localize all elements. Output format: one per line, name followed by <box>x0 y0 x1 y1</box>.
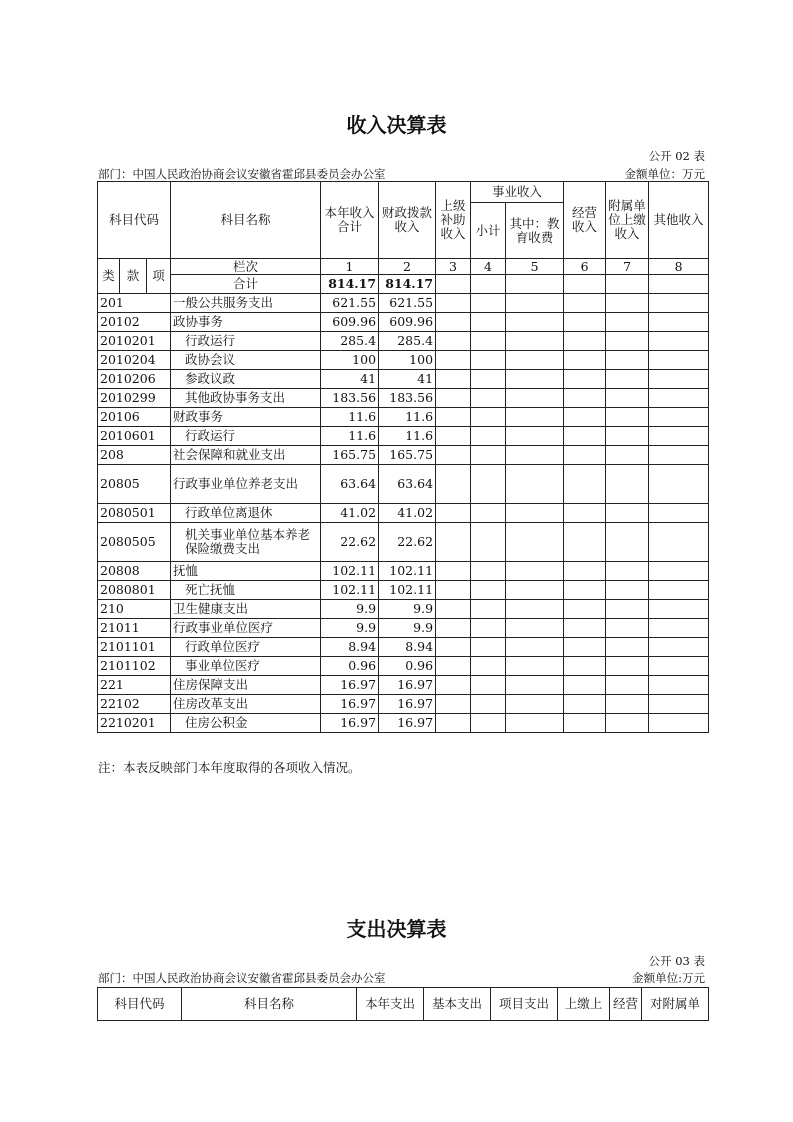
row-empty-cell <box>506 638 564 657</box>
row-subject-code: 2101102 <box>98 657 171 676</box>
row-total-income: 63.64 <box>321 465 379 504</box>
row-subject-code: 201 <box>98 294 171 313</box>
row-fiscal-income: 8.94 <box>379 638 436 657</box>
row-total-income: 22.62 <box>321 523 379 562</box>
header-education-fee: 其中：教育收费 <box>506 203 564 259</box>
row-empty-cell <box>471 714 506 733</box>
row-fiscal-income: 102.11 <box>379 562 436 581</box>
row-empty-cell <box>564 695 606 714</box>
row-empty-cell <box>506 389 564 408</box>
row-empty-cell <box>564 313 606 332</box>
header-fiscal-income: 财政拨款收入 <box>379 182 436 259</box>
row-subject-code: 2010601 <box>98 427 171 446</box>
row-total-income: 41.02 <box>321 504 379 523</box>
row-empty-cell <box>649 332 709 351</box>
row-empty-cell <box>606 600 649 619</box>
expense-header-project: 项目支出 <box>491 988 558 1021</box>
column-number: 1 <box>321 259 379 275</box>
row-empty-cell <box>506 427 564 446</box>
row-subject-code: 2010204 <box>98 351 171 370</box>
row-empty-cell <box>471 695 506 714</box>
row-subject-name: 行政事业单位养老支出 <box>171 465 321 504</box>
row-empty-cell <box>506 370 564 389</box>
row-fiscal-income: 41 <box>379 370 436 389</box>
row-fiscal-income: 11.6 <box>379 408 436 427</box>
table-row <box>98 676 709 695</box>
row-subject-name: 住房公积金 <box>171 714 321 733</box>
row-total-income: 165.75 <box>321 446 379 465</box>
row-empty-cell <box>436 600 471 619</box>
table-row <box>98 408 709 427</box>
row-total-income: 285.4 <box>321 332 379 351</box>
row-empty-cell <box>606 370 649 389</box>
row-subject-name: 政协事务 <box>171 313 321 332</box>
row-empty-cell <box>606 389 649 408</box>
row-subject-code: 208 <box>98 446 171 465</box>
header-column-index-label: 栏次 <box>171 259 321 275</box>
income-department: 部门：中国人民政治协商会议安徽省霍邱县委员会办公室 <box>98 167 386 181</box>
row-subject-name: 行政单位医疗 <box>171 638 321 657</box>
row-empty-cell <box>606 657 649 676</box>
table-row <box>98 446 709 465</box>
row-fiscal-income: 100 <box>379 351 436 370</box>
row-empty-cell <box>506 523 564 562</box>
table-row <box>98 389 709 408</box>
row-fiscal-income: 63.64 <box>379 465 436 504</box>
row-subject-code: 2210201 <box>98 714 171 733</box>
row-total-income: 102.11 <box>321 581 379 600</box>
row-empty-cell <box>606 313 649 332</box>
row-subject-code: 2080501 <box>98 504 171 523</box>
row-subject-name: 政协会议 <box>171 351 321 370</box>
row-empty-cell <box>436 562 471 581</box>
row-empty-cell <box>649 351 709 370</box>
row-empty-cell <box>506 313 564 332</box>
row-empty-cell <box>436 619 471 638</box>
expense-department: 部门：中国人民政治协商会议安徽省霍邱县委员会办公室 <box>98 971 386 985</box>
header-superior-subsidy: 上级补助收入 <box>436 182 471 259</box>
row-total-income: 11.6 <box>321 408 379 427</box>
row-fiscal-income: 16.97 <box>379 714 436 733</box>
row-empty-cell <box>649 562 709 581</box>
row-fiscal-income: 183.56 <box>379 389 436 408</box>
row-fiscal-income: 16.97 <box>379 695 436 714</box>
expense-header-business: 经营 <box>610 988 642 1021</box>
row-empty-cell <box>506 714 564 733</box>
row-empty-cell <box>436 504 471 523</box>
expense-header-superior: 上缴上 <box>558 988 610 1021</box>
row-subject-name: 住房改革支出 <box>171 695 321 714</box>
row-empty-cell <box>649 600 709 619</box>
total-row-fiscal-income: 814.17 <box>379 275 436 294</box>
row-empty-cell <box>649 389 709 408</box>
row-empty-cell <box>564 638 606 657</box>
expense-table-title: 支出决算表 <box>346 917 447 941</box>
row-empty-cell <box>606 332 649 351</box>
header-career-subtotal: 小计 <box>471 203 506 259</box>
row-empty-cell <box>606 427 649 446</box>
table-row <box>98 600 709 619</box>
row-subject-code: 20106 <box>98 408 171 427</box>
row-total-income: 183.56 <box>321 389 379 408</box>
row-empty-cell <box>506 562 564 581</box>
row-empty-cell <box>471 389 506 408</box>
header-subject-name: 科目名称 <box>171 182 321 259</box>
row-empty-cell <box>606 562 649 581</box>
row-empty-cell <box>436 351 471 370</box>
row-empty-cell <box>564 619 606 638</box>
income-table-title: 收入决算表 <box>346 113 447 137</box>
row-empty-cell <box>606 408 649 427</box>
row-subject-code: 20805 <box>98 465 171 504</box>
row-subject-code: 2010201 <box>98 332 171 351</box>
header-other-income: 其他收入 <box>649 182 709 259</box>
row-empty-cell <box>564 562 606 581</box>
table-row <box>98 427 709 446</box>
row-empty-cell <box>506 676 564 695</box>
row-empty-cell <box>471 427 506 446</box>
row-empty-cell <box>606 619 649 638</box>
row-subject-code: 210 <box>98 600 171 619</box>
row-total-income: 8.94 <box>321 638 379 657</box>
row-empty-cell <box>606 351 649 370</box>
row-subject-name: 住房保障支出 <box>171 676 321 695</box>
row-empty-cell <box>649 523 709 562</box>
row-empty-cell <box>506 581 564 600</box>
total-row-label: 合计 <box>171 275 321 294</box>
row-empty-cell <box>649 465 709 504</box>
row-empty-cell <box>436 638 471 657</box>
row-subject-name: 一般公共服务支出 <box>171 294 321 313</box>
row-empty-cell <box>564 332 606 351</box>
row-empty-cell <box>649 294 709 313</box>
row-empty-cell <box>649 408 709 427</box>
row-empty-cell <box>471 370 506 389</box>
row-subject-code: 2101101 <box>98 638 171 657</box>
row-empty-cell <box>506 504 564 523</box>
row-empty-cell <box>436 446 471 465</box>
row-subject-code: 21011 <box>98 619 171 638</box>
row-fiscal-income: 285.4 <box>379 332 436 351</box>
row-total-income: 9.9 <box>321 600 379 619</box>
row-empty-cell <box>436 714 471 733</box>
table-row <box>98 657 709 676</box>
header-career-income: 事业收入 <box>471 182 564 203</box>
table-row <box>98 638 709 657</box>
row-fiscal-income: 621.55 <box>379 294 436 313</box>
row-empty-cell <box>471 657 506 676</box>
row-subject-name: 财政事务 <box>171 408 321 427</box>
row-fiscal-income: 0.96 <box>379 657 436 676</box>
row-empty-cell <box>471 332 506 351</box>
row-empty-cell <box>506 446 564 465</box>
row-fiscal-income: 11.6 <box>379 427 436 446</box>
row-empty-cell <box>564 408 606 427</box>
row-empty-cell <box>471 446 506 465</box>
row-total-income: 16.97 <box>321 695 379 714</box>
row-fiscal-income: 165.75 <box>379 446 436 465</box>
row-total-income: 16.97 <box>321 714 379 733</box>
row-empty-cell <box>506 695 564 714</box>
row-subject-name: 行政单位离退休 <box>171 504 321 523</box>
row-total-income: 9.9 <box>321 619 379 638</box>
row-total-income: 16.97 <box>321 676 379 695</box>
row-subject-code: 20808 <box>98 562 171 581</box>
table-row <box>98 523 709 562</box>
row-empty-cell <box>564 389 606 408</box>
row-total-income: 41 <box>321 370 379 389</box>
row-empty-cell <box>606 504 649 523</box>
row-empty-cell <box>564 581 606 600</box>
row-empty-cell <box>564 714 606 733</box>
row-empty-cell <box>471 504 506 523</box>
row-empty-cell <box>606 695 649 714</box>
row-empty-cell <box>506 332 564 351</box>
row-total-income: 11.6 <box>321 427 379 446</box>
row-empty-cell <box>564 523 606 562</box>
row-subject-name: 参政议政 <box>171 370 321 389</box>
row-empty-cell <box>436 695 471 714</box>
row-empty-cell <box>564 446 606 465</box>
row-empty-cell <box>436 465 471 504</box>
row-empty-cell <box>564 294 606 313</box>
row-empty-cell <box>471 408 506 427</box>
row-empty-cell <box>436 408 471 427</box>
expense-header-subject-code: 科目代码 <box>98 988 182 1021</box>
row-subject-code: 2080801 <box>98 581 171 600</box>
row-empty-cell <box>506 408 564 427</box>
row-empty-cell <box>506 657 564 676</box>
row-empty-cell <box>506 600 564 619</box>
row-subject-code: 20102 <box>98 313 171 332</box>
row-empty-cell <box>436 313 471 332</box>
column-number: 2 <box>379 259 436 275</box>
row-empty-cell <box>564 504 606 523</box>
row-empty-cell <box>649 657 709 676</box>
row-fiscal-income: 609.96 <box>379 313 436 332</box>
row-empty-cell <box>436 294 471 313</box>
row-fiscal-income: 41.02 <box>379 504 436 523</box>
row-subject-code: 22102 <box>98 695 171 714</box>
expense-header-total: 本年支出 <box>357 988 424 1021</box>
row-subject-name: 社会保障和就业支出 <box>171 446 321 465</box>
column-number: 5 <box>506 259 564 275</box>
row-subject-name: 行政运行 <box>171 332 321 351</box>
row-empty-cell <box>564 676 606 695</box>
table-row <box>98 714 709 733</box>
total-row-total-income: 814.17 <box>321 275 379 294</box>
header-affiliated-income: 附属单位上缴收入 <box>606 182 649 259</box>
row-empty-cell <box>471 313 506 332</box>
expense-header-subject-name: 科目名称 <box>182 988 357 1021</box>
expense-table <box>97 987 709 1021</box>
table-row <box>98 351 709 370</box>
row-total-income: 609.96 <box>321 313 379 332</box>
row-empty-cell <box>436 427 471 446</box>
row-empty-cell <box>606 446 649 465</box>
row-fiscal-income: 9.9 <box>379 619 436 638</box>
row-empty-cell <box>649 676 709 695</box>
row-empty-cell <box>649 638 709 657</box>
column-number: 3 <box>436 259 471 275</box>
row-empty-cell <box>649 504 709 523</box>
table-row <box>98 581 709 600</box>
row-fiscal-income: 102.11 <box>379 581 436 600</box>
row-empty-cell <box>471 562 506 581</box>
row-empty-cell <box>606 714 649 733</box>
table-row <box>98 465 709 504</box>
header-lei: 类 <box>98 259 120 294</box>
column-number: 6 <box>564 259 606 275</box>
row-empty-cell <box>471 294 506 313</box>
expense-table-number: 公开 03 表 <box>648 954 705 968</box>
table-row <box>98 370 709 389</box>
row-empty-cell <box>649 619 709 638</box>
row-subject-code: 2010299 <box>98 389 171 408</box>
column-number: 7 <box>606 259 649 275</box>
table-row <box>98 619 709 638</box>
row-subject-name: 卫生健康支出 <box>171 600 321 619</box>
row-total-income: 100 <box>321 351 379 370</box>
row-fiscal-income: 16.97 <box>379 676 436 695</box>
header-xiang: 项 <box>147 259 171 294</box>
row-empty-cell <box>649 370 709 389</box>
table-row <box>98 332 709 351</box>
row-empty-cell <box>471 581 506 600</box>
row-empty-cell <box>606 676 649 695</box>
row-empty-cell <box>564 465 606 504</box>
row-empty-cell <box>649 313 709 332</box>
row-empty-cell <box>471 676 506 695</box>
row-empty-cell <box>436 332 471 351</box>
table-row <box>98 504 709 523</box>
income-table <box>97 181 709 733</box>
row-subject-name: 行政事业单位医疗 <box>171 619 321 638</box>
table-row <box>98 695 709 714</box>
row-empty-cell <box>564 351 606 370</box>
row-empty-cell <box>606 523 649 562</box>
income-amount-unit: 金额单位：万元 <box>624 167 705 181</box>
income-table-number: 公开 02 表 <box>648 149 705 163</box>
row-subject-name: 行政运行 <box>171 427 321 446</box>
row-empty-cell <box>471 619 506 638</box>
table-row <box>98 313 709 332</box>
row-empty-cell <box>436 523 471 562</box>
header-subject-code: 科目代码 <box>98 182 171 259</box>
row-empty-cell <box>471 351 506 370</box>
row-empty-cell <box>506 465 564 504</box>
row-total-income: 621.55 <box>321 294 379 313</box>
row-subject-code: 2080505 <box>98 523 171 562</box>
expense-header-affiliated: 对附属单 <box>642 988 709 1021</box>
row-empty-cell <box>649 714 709 733</box>
row-empty-cell <box>471 600 506 619</box>
row-empty-cell <box>436 676 471 695</box>
row-empty-cell <box>606 294 649 313</box>
row-empty-cell <box>436 581 471 600</box>
row-empty-cell <box>606 638 649 657</box>
header-kuan: 款 <box>120 259 147 294</box>
row-empty-cell <box>436 657 471 676</box>
row-empty-cell <box>506 619 564 638</box>
column-number: 4 <box>471 259 506 275</box>
row-empty-cell <box>471 465 506 504</box>
row-subject-code: 2010206 <box>98 370 171 389</box>
row-subject-name: 事业单位医疗 <box>171 657 321 676</box>
row-empty-cell <box>564 427 606 446</box>
column-number: 8 <box>649 259 709 275</box>
row-empty-cell <box>649 427 709 446</box>
row-empty-cell <box>471 523 506 562</box>
row-subject-name: 死亡抚恤 <box>171 581 321 600</box>
row-empty-cell <box>436 389 471 408</box>
row-empty-cell <box>606 581 649 600</box>
row-empty-cell <box>649 446 709 465</box>
row-empty-cell <box>436 370 471 389</box>
row-empty-cell <box>506 294 564 313</box>
row-subject-name: 机关事业单位基本养老保险缴费支出 <box>171 523 321 562</box>
row-empty-cell <box>564 657 606 676</box>
row-subject-name: 抚恤 <box>171 562 321 581</box>
table-row <box>98 562 709 581</box>
row-fiscal-income: 9.9 <box>379 600 436 619</box>
row-empty-cell <box>471 638 506 657</box>
row-empty-cell <box>649 695 709 714</box>
row-empty-cell <box>564 370 606 389</box>
income-table-note: 注：本表反映部门本年度取得的各项收入情况。 <box>98 760 361 775</box>
table-row <box>98 294 709 313</box>
row-subject-code: 221 <box>98 676 171 695</box>
expense-header-basic: 基本支出 <box>424 988 491 1021</box>
row-empty-cell <box>649 581 709 600</box>
row-empty-cell <box>506 351 564 370</box>
row-empty-cell <box>606 465 649 504</box>
row-empty-cell <box>564 600 606 619</box>
row-fiscal-income: 22.62 <box>379 523 436 562</box>
row-total-income: 102.11 <box>321 562 379 581</box>
expense-amount-unit: 金额单位:万元 <box>632 971 705 985</box>
row-total-income: 0.96 <box>321 657 379 676</box>
row-subject-name: 其他政协事务支出 <box>171 389 321 408</box>
header-total-income: 本年收入合计 <box>321 182 379 259</box>
header-business-income: 经营收入 <box>564 182 606 259</box>
